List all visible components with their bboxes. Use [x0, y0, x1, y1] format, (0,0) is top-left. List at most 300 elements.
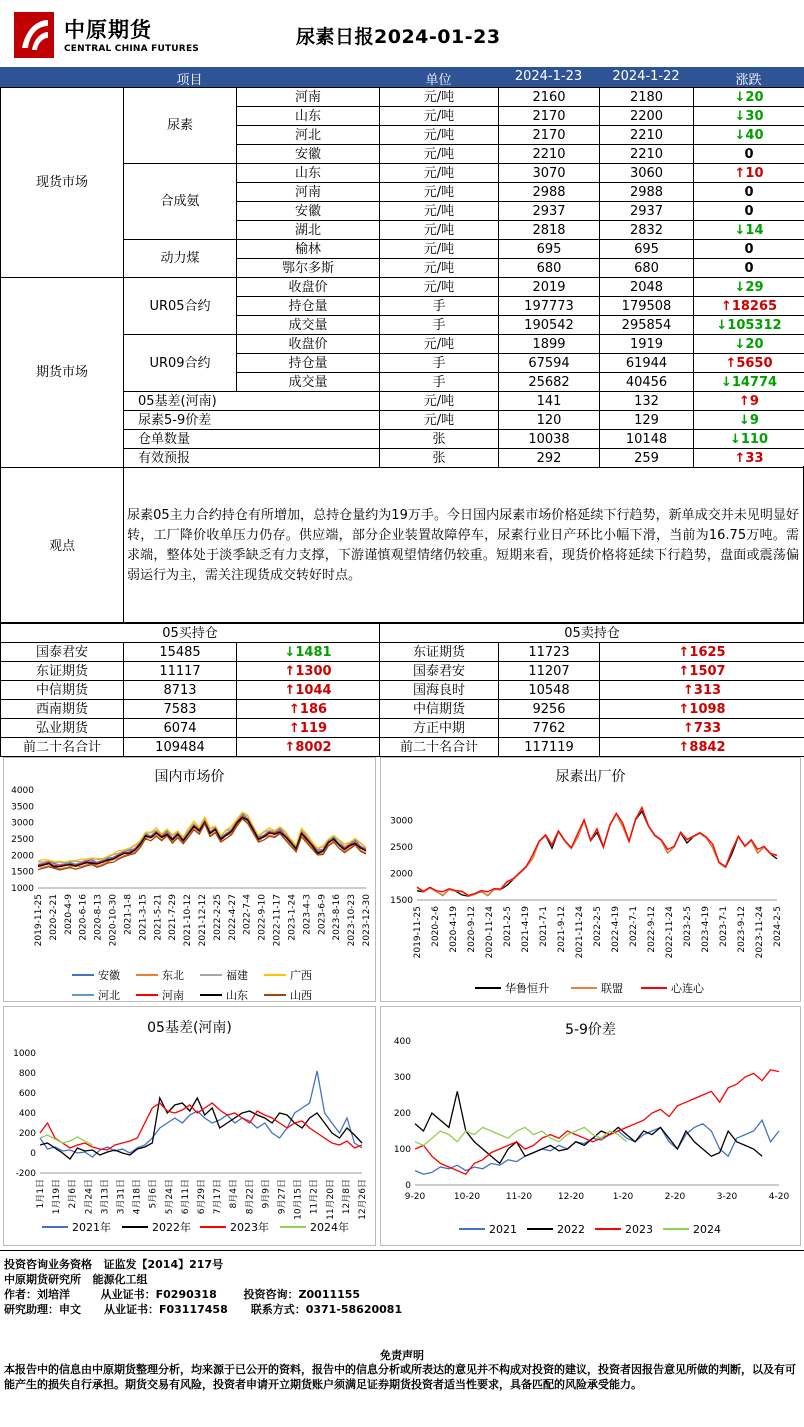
value-cell: 292: [499, 449, 600, 468]
footer-line: 中原期货研究所 能源化工组: [4, 1273, 148, 1286]
legend-label: 2023: [625, 1223, 653, 1236]
unit-cell: 元/吨: [380, 126, 499, 145]
empty-cell: [237, 449, 380, 468]
col-date2: 2024-1-22: [612, 69, 680, 84]
value-cell: 1919: [600, 335, 694, 354]
legend-label: 华鲁恒升: [505, 982, 549, 995]
empty-cell: [237, 392, 380, 411]
value-cell: 8713: [124, 681, 237, 700]
unit-cell: 手: [380, 297, 499, 316]
unit-cell: 元/吨: [380, 278, 499, 297]
series-line: [38, 813, 366, 863]
value-cell: 67594: [499, 354, 600, 373]
region-cell: 山东: [237, 107, 380, 126]
y-tick-label: 1500: [11, 867, 34, 878]
group-label: 动力煤: [124, 240, 237, 278]
legend-label: 2024: [693, 1223, 721, 1236]
broker-cell: 国海良时: [380, 681, 499, 700]
value-cell: 40456: [600, 373, 694, 392]
x-tick-label: 2021-3-15: [138, 894, 149, 941]
x-tick-label: 2月24日: [84, 1179, 95, 1215]
report-title: 尿素日报2024-01-23: [296, 26, 501, 48]
col-item: 项目: [176, 73, 203, 88]
legend-label: 河北: [98, 989, 120, 1002]
chart-title: 05基差(河南): [147, 1020, 232, 1036]
region-cell: 榆林: [237, 240, 380, 259]
value-cell: 109484: [124, 738, 237, 757]
x-tick-label: 2月6日: [68, 1179, 79, 1209]
value-cell: 3070: [499, 164, 600, 183]
market-table: [0, 87, 804, 468]
region-cell: 河南: [237, 88, 380, 107]
broker-cell: 前二十名合计: [380, 738, 499, 757]
x-tick-label: 9月27日: [277, 1179, 288, 1215]
x-tick-label: 2020-6-16: [78, 894, 89, 941]
x-tick-label: 9-20: [404, 1192, 426, 1202]
x-tick-label: 2021-11-24: [575, 906, 585, 959]
group-label: UR09合约: [124, 335, 237, 392]
value-cell: 295854: [600, 316, 694, 335]
y-tick-label: 2500: [390, 843, 413, 853]
table-row: [1, 681, 804, 700]
value-cell: 132: [600, 392, 694, 411]
table-row: [1, 662, 804, 681]
table-row: [1, 700, 804, 719]
value-cell: 2048: [600, 278, 694, 297]
col-date1: 2024-1-23: [514, 69, 583, 84]
x-tick-label: 2021-2-5: [503, 906, 513, 947]
y-tick-label: 3500: [11, 802, 34, 813]
value-cell: 2210: [499, 145, 600, 164]
value-cell: 2937: [499, 202, 600, 221]
legend-label: 山东: [226, 989, 248, 1002]
group-label: UR05合约: [124, 278, 237, 335]
change-cell: ↓1481: [237, 643, 380, 662]
broker-cell: 国泰君安: [1, 643, 124, 662]
value-cell: 1899: [499, 335, 600, 354]
x-tick-label: 8月22日: [245, 1179, 256, 1215]
y-tick-label: 3000: [390, 816, 413, 827]
footer-info: [4, 1257, 402, 1317]
value-cell: 9256: [499, 700, 600, 719]
x-tick-label: 2021-9-12: [557, 906, 567, 953]
value-cell: 680: [600, 259, 694, 278]
change-cell: ↑1300: [237, 662, 380, 681]
unit-cell: 元/吨: [380, 145, 499, 164]
value-cell: 7762: [499, 719, 600, 738]
item-cell: 持仓量: [237, 297, 380, 316]
x-tick-label: 8月4日: [229, 1179, 240, 1209]
table-header-bar: [0, 67, 804, 87]
broker-cell: 西南期货: [1, 700, 124, 719]
chart-basis-svg: [4, 1007, 377, 1247]
change-cell: ↓20: [694, 335, 804, 354]
col-change: 涨跌: [735, 73, 762, 88]
unit-cell: 元/吨: [380, 202, 499, 221]
legend-label: 山西: [290, 989, 312, 1002]
broker-cell: 方正中期: [380, 719, 499, 738]
value-cell: 120: [499, 411, 600, 430]
x-tick-label: 5月24日: [164, 1179, 175, 1215]
item-cell: 收盘价: [237, 335, 380, 354]
legend-label: 东北: [162, 969, 184, 982]
empty-cell: [237, 430, 380, 449]
x-tick-label: 2023-1-24: [287, 894, 298, 941]
broker-cell: 前二十名合计: [1, 738, 124, 757]
item-cell: 成交量: [237, 373, 380, 392]
divider: [0, 1250, 804, 1251]
value-cell: 2180: [600, 88, 694, 107]
x-tick-label: 2023-8-16: [332, 894, 343, 941]
value-cell: 2937: [600, 202, 694, 221]
chart-title: 5-9价差: [565, 1022, 616, 1038]
value-cell: 2210: [600, 126, 694, 145]
y-tick-label: 3000: [11, 818, 34, 829]
view-section: [0, 466, 804, 623]
value-cell: 61944: [600, 354, 694, 373]
x-tick-label: 2023-4-3: [302, 894, 313, 935]
y-tick-label: 1000: [11, 884, 34, 894]
value-cell: 141: [499, 392, 600, 411]
value-cell: 6074: [124, 719, 237, 738]
value-cell: 2210: [600, 145, 694, 164]
y-tick-label: 0: [30, 1149, 36, 1159]
x-tick-label: 2020-4-9: [63, 894, 74, 935]
empty-cell: [237, 411, 380, 430]
x-tick-label: 3月31日: [116, 1179, 127, 1215]
x-tick-label: 2023-2-5: [683, 906, 693, 947]
change-cell: ↑10: [694, 164, 804, 183]
x-tick-label: 2020-2-6: [431, 906, 441, 947]
y-tick-label: 400: [393, 1037, 411, 1047]
x-tick-label: 2021-12-12: [198, 894, 208, 947]
y-tick-label: 0: [405, 1181, 411, 1191]
chart-factory-price: [380, 757, 801, 1002]
change-cell: ↓105312: [694, 316, 804, 335]
y-tick-label: 600: [18, 1089, 36, 1099]
unit-cell: 元/吨: [380, 240, 499, 259]
value-cell: 2160: [499, 88, 600, 107]
y-tick-label: 1500: [390, 896, 413, 906]
legend-label: 2021年: [72, 1221, 111, 1234]
x-tick-label: 4-20: [768, 1192, 790, 1202]
x-tick-label: 1月19日: [52, 1179, 63, 1215]
value-cell: 11117: [124, 662, 237, 681]
chart-domestic-price: [3, 757, 376, 1002]
positions-table: [0, 623, 804, 757]
y-tick-label: 800: [18, 1069, 36, 1079]
table-row: [1, 88, 804, 107]
x-tick-label: 10月15日: [293, 1179, 304, 1220]
table-row: [1, 278, 804, 297]
region-cell: 鄂尔多斯: [237, 259, 380, 278]
value-cell: 259: [600, 449, 694, 468]
x-tick-label: 12月8日: [341, 1179, 352, 1215]
x-tick-label: 2020-10-30: [108, 894, 119, 947]
logo-text-cn: 中原期货: [64, 18, 152, 42]
value-cell: 10548: [499, 681, 600, 700]
legend-label: 2022年: [152, 1221, 191, 1234]
change-cell: ↑5650: [694, 354, 804, 373]
series-line: [415, 1070, 779, 1174]
x-tick-label: 2020-4-19: [449, 906, 459, 953]
unit-cell: 手: [380, 354, 499, 373]
unit-cell: 张: [380, 430, 499, 449]
change-cell: ↓14: [694, 221, 804, 240]
logo-icon: [14, 12, 54, 58]
x-tick-label: 7月17日: [213, 1179, 224, 1215]
item-cell: 持仓量: [237, 354, 380, 373]
x-tick-label: 2021-10-12: [183, 894, 194, 947]
value-cell: 2832: [600, 221, 694, 240]
region-cell: 安徽: [237, 202, 380, 221]
footer-line: 投资咨询业务资格 证监发【2014】217号: [4, 1258, 224, 1271]
item-cell: 05基差(河南): [124, 392, 237, 411]
x-tick-label: 12月26日: [358, 1179, 368, 1220]
buy-title: 05买持仓: [1, 624, 380, 643]
value-cell: 190542: [499, 316, 600, 335]
value-cell: 11723: [499, 643, 600, 662]
x-tick-label: 2023-6-9: [317, 894, 328, 935]
x-tick-label: 2022-11-24: [665, 906, 675, 959]
legend-label: 2021: [489, 1223, 517, 1236]
x-tick-label: 2022-9-10: [257, 894, 268, 941]
change-cell: ↑1098: [600, 700, 804, 719]
x-tick-label: 11-20: [505, 1192, 533, 1202]
x-tick-label: 2022-7-4: [242, 894, 253, 935]
legend-label: 2022: [557, 1223, 585, 1236]
unit-cell: 张: [380, 449, 499, 468]
value-cell: 3060: [600, 164, 694, 183]
value-cell: 10038: [499, 430, 600, 449]
value-cell: 680: [499, 259, 600, 278]
x-tick-label: 2020-8-13: [93, 894, 104, 941]
change-cell: 0: [694, 145, 804, 164]
x-tick-label: 2020-11-24: [485, 906, 495, 959]
y-tick-label: 2500: [11, 835, 34, 845]
x-tick-label: 2022-2-25: [212, 894, 223, 941]
change-cell: ↑119: [237, 719, 380, 738]
value-cell: 2170: [499, 126, 600, 145]
value-cell: 695: [499, 240, 600, 259]
y-tick-label: 200: [393, 1109, 411, 1119]
unit-cell: 手: [380, 316, 499, 335]
region-cell: 河北: [237, 126, 380, 145]
legend-label: 心连心: [671, 982, 704, 995]
chart-basis: [3, 1006, 376, 1246]
change-cell: ↓20: [694, 88, 804, 107]
value-cell: 7583: [124, 700, 237, 719]
item-cell: 有效预报: [124, 449, 237, 468]
unit-cell: 元/吨: [380, 259, 499, 278]
value-cell: 179508: [600, 297, 694, 316]
broker-cell: 东证期货: [380, 643, 499, 662]
change-cell: ↓14774: [694, 373, 804, 392]
value-cell: 11207: [499, 662, 600, 681]
x-tick-label: 2023-10-23: [347, 894, 358, 947]
legend-label: 联盟: [601, 982, 623, 995]
change-cell: ↑18265: [694, 297, 804, 316]
table-row: [1, 643, 804, 662]
item-cell: 尿素5-9价差: [124, 411, 237, 430]
table-row: [1, 719, 804, 738]
x-tick-label: 2021-5-21: [153, 894, 164, 941]
x-tick-label: 2021-7-1: [539, 906, 549, 947]
x-tick-label: 2022-7-1: [629, 906, 639, 947]
report-header: [0, 0, 804, 66]
item-cell: 成交量: [237, 316, 380, 335]
view-text: 尿素05主力合约持仓有所增加，总持仓量约为19万手。今日国内尿素市场价格延续下行趋势，新单成交并未见明显好转，工厂降价收单压力仍存。供应端，部分企业装置故障停车，尿素行业日产环比小幅下滑，当前为16.75万吨。需求端，整体处于淡季缺乏有力支撑，下游谨慎观望情绪仍较重。短期来看，现货价格将延续下行趋势，盘面或震荡偏弱运行为主，需关注现货成交转好时点。: [127, 508, 799, 583]
series-line: [415, 1120, 779, 1174]
x-tick-label: 2022-9-12: [647, 906, 657, 953]
table-row: [1, 624, 804, 643]
change-cell: ↓30: [694, 107, 804, 126]
legend-label: 广西: [290, 969, 312, 982]
series-line: [415, 1091, 762, 1163]
logo-text-en: CENTRAL CHINA FUTURES: [64, 44, 199, 54]
unit-cell: 元/吨: [380, 164, 499, 183]
change-cell: 0: [694, 259, 804, 278]
x-tick-label: 5月6日: [148, 1179, 159, 1209]
change-cell: 0: [694, 240, 804, 259]
chart-factory-price-svg: [381, 758, 802, 1003]
change-cell: ↑1625: [600, 643, 804, 662]
section-label-spot: 现货市场: [1, 88, 124, 278]
group-label: 尿素: [124, 88, 237, 164]
x-tick-label: 2-20: [664, 1192, 686, 1202]
change-cell: ↓29: [694, 278, 804, 297]
x-tick-label: 3月13日: [100, 1179, 111, 1215]
y-tick-label: -200: [15, 1169, 36, 1179]
value-cell: 25682: [499, 373, 600, 392]
change-cell: ↑9: [694, 392, 804, 411]
change-cell: ↓40: [694, 126, 804, 145]
chart-title: 国内市场价: [154, 769, 225, 785]
x-tick-label: 2023-9-12: [737, 906, 747, 953]
y-tick-label: 2000: [390, 869, 413, 880]
disclaimer-text: 本报告中的信息由中原期货整理分析，均来源于已公开的资料，报告中的信息分析或所表达的意见并不构成对投资的建议，投资者因报告意见所做的判断，以及有可能产生的损失自行承担。期货交易有风险，投资者申请开立期货账户须满足证券期货投资者适当性要求，具备匹配的风险承受能力。: [4, 1363, 796, 1391]
x-tick-label: 2023-7-1: [719, 906, 729, 947]
unit-cell: 元/吨: [380, 221, 499, 240]
unit-cell: 元/吨: [380, 411, 499, 430]
x-tick-label: 4月18日: [132, 1179, 143, 1215]
group-label: 合成氨: [124, 164, 237, 240]
value-cell: 117119: [499, 738, 600, 757]
unit-cell: 元/吨: [380, 335, 499, 354]
legend-label: 河南: [162, 989, 184, 1002]
unit-cell: 元/吨: [380, 107, 499, 126]
change-cell: ↑8842: [600, 738, 804, 757]
chart-title: 尿素出厂价: [555, 769, 626, 785]
value-cell: 2988: [600, 183, 694, 202]
series-line: [40, 1098, 362, 1159]
change-cell: ↑1507: [600, 662, 804, 681]
legend-label: 2023年: [230, 1221, 269, 1234]
x-tick-label: 1月1日: [36, 1179, 46, 1209]
change-cell: ↓9: [694, 411, 804, 430]
change-cell: ↑186: [237, 700, 380, 719]
region-cell: 安徽: [237, 145, 380, 164]
value-cell: 197773: [499, 297, 600, 316]
x-tick-label: 2022-4-27: [227, 894, 238, 941]
region-cell: 山东: [237, 164, 380, 183]
x-tick-label: 2019-11-25: [413, 906, 423, 959]
x-tick-label: 2024-2-5: [773, 906, 783, 947]
sell-title: 05卖持仓: [380, 624, 804, 643]
value-cell: 15485: [124, 643, 237, 662]
x-tick-label: 11月20日: [325, 1179, 336, 1220]
unit-cell: 元/吨: [380, 183, 499, 202]
change-cell: ↑33: [694, 449, 804, 468]
x-tick-label: 2020-2-21: [48, 894, 59, 941]
change-cell: 0: [694, 202, 804, 221]
region-cell: 河南: [237, 183, 380, 202]
section-label-futures: 期货市场: [1, 278, 124, 468]
series-line: [417, 811, 777, 896]
x-tick-label: 9月9日: [261, 1179, 272, 1209]
footer-line: 作者：刘培洋 从业证书：F0290318 投资咨询：Z0011155: [4, 1288, 361, 1301]
value-cell: 2818: [499, 221, 600, 240]
x-tick-label: 10-20: [453, 1192, 481, 1202]
value-cell: 2200: [600, 107, 694, 126]
region-cell: 湖北: [237, 221, 380, 240]
y-tick-label: 300: [393, 1073, 411, 1083]
col-unit: 单位: [425, 73, 452, 88]
table-row: [1, 738, 804, 757]
x-tick-label: 11月2日: [309, 1179, 320, 1215]
value-cell: 10148: [600, 430, 694, 449]
unit-cell: 手: [380, 373, 499, 392]
x-tick-label: 2021-1-8: [123, 894, 134, 935]
value-cell: 2019: [499, 278, 600, 297]
y-tick-label: 2000: [11, 851, 34, 862]
value-cell: 129: [600, 411, 694, 430]
change-cell: ↑313: [600, 681, 804, 700]
broker-cell: 中信期货: [380, 700, 499, 719]
chart-spread-svg: [381, 1007, 802, 1247]
x-tick-label: 2023-4-19: [701, 906, 711, 953]
disclaimer-title: 免责声明: [380, 1349, 424, 1362]
x-tick-label: 2021-7-29: [168, 894, 179, 941]
x-tick-label: 2019-11-25: [34, 894, 44, 947]
legend-label: 福建: [226, 969, 248, 982]
unit-cell: 元/吨: [380, 88, 499, 107]
x-tick-label: 2022-2-5: [593, 906, 603, 947]
x-tick-label: 6月29日: [197, 1179, 207, 1215]
x-tick-label: 2022-4-19: [611, 906, 621, 953]
change-cell: ↓110: [694, 430, 804, 449]
y-tick-label: 200: [18, 1129, 36, 1139]
x-tick-label: 2023-11-24: [755, 906, 765, 959]
legend-label: 2024年: [310, 1221, 349, 1234]
value-cell: 2988: [499, 183, 600, 202]
x-tick-label: 2022-11-17: [272, 894, 283, 947]
unit-cell: 元/吨: [380, 392, 499, 411]
change-cell: ↑8002: [237, 738, 380, 757]
value-cell: 695: [600, 240, 694, 259]
y-tick-label: 100: [393, 1145, 411, 1155]
y-tick-label: 400: [18, 1109, 36, 1119]
broker-cell: 东证期货: [1, 662, 124, 681]
view-label: 观点: [1, 466, 124, 622]
y-tick-label: 1000: [13, 1049, 36, 1059]
series-line: [417, 808, 777, 896]
item-cell: 仓单数量: [124, 430, 237, 449]
x-tick-label: 6月11日: [180, 1179, 191, 1215]
value-cell: 2170: [499, 107, 600, 126]
broker-cell: 中信期货: [1, 681, 124, 700]
x-tick-label: 1-20: [612, 1192, 634, 1202]
